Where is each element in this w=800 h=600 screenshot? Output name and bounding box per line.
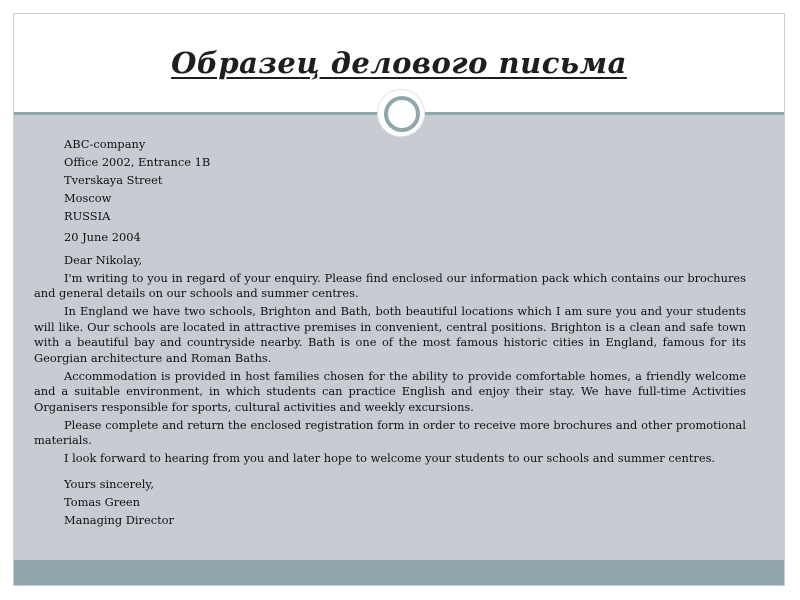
address-line-country: RUSSIA: [64, 209, 111, 223]
closing-block: [34, 477, 746, 529]
address-line-city: Moscow: [64, 191, 112, 205]
slide-title: Образец делового письма: [171, 46, 627, 80]
address-line-company: ABC-company: [64, 137, 146, 151]
paragraph-schools: In England we have two schools, Brighton and Bath, both beautiful locations which I am sure you and your students will like. Our schools are located in attractive premises in convenient, central positions. Brighton is a clean and safe town with a beautiful bay and countryside nearby. Bath is one of the most famous historic cities in England, famous for its Georgian architecture and Roman Baths.: [34, 304, 746, 365]
footer-band: [14, 560, 784, 585]
slide-frame: [13, 13, 785, 586]
signature-title: Managing Director: [64, 512, 174, 527]
letter-area: [14, 115, 784, 560]
closing-phrase: Yours sincerely,: [64, 476, 154, 491]
business-letter: [34, 137, 746, 531]
address-line-office: Office 2002, Entrance 1B: [64, 155, 211, 169]
paragraph-accommodation: Accommodation is provided in host families chosen for the ability to provide comfortable homes, a friendly welcome and a suitable environment, in which students can practice English and enjoy their stay. We have full-time Activities Organisers responsible for sports, cultural activities and weekly excursions.: [34, 368, 746, 414]
address-line-street: Tverskaya Street: [64, 173, 163, 187]
ring-icon: [384, 96, 420, 132]
paragraph-closing-remark: I look forward to hearing from you and later hope to welcome your students to our schools and summer centres.: [64, 451, 716, 465]
paragraph-enquiry: I'm writing to you in regard of your enquiry. Please find enclosed our information pack which contains our brochures and general details on our schools and summer centres.: [34, 270, 746, 300]
salutation: Dear Nikolay,: [64, 253, 143, 267]
signature-name: Tomas Green: [64, 494, 140, 509]
circle-ornament: [378, 90, 424, 136]
letter-date: 20 June 2004: [64, 229, 141, 244]
address-block: [34, 137, 746, 225]
paragraph-registration: Please complete and return the enclosed registration form in order to receive more brochures and other promotional materials.: [34, 417, 746, 447]
